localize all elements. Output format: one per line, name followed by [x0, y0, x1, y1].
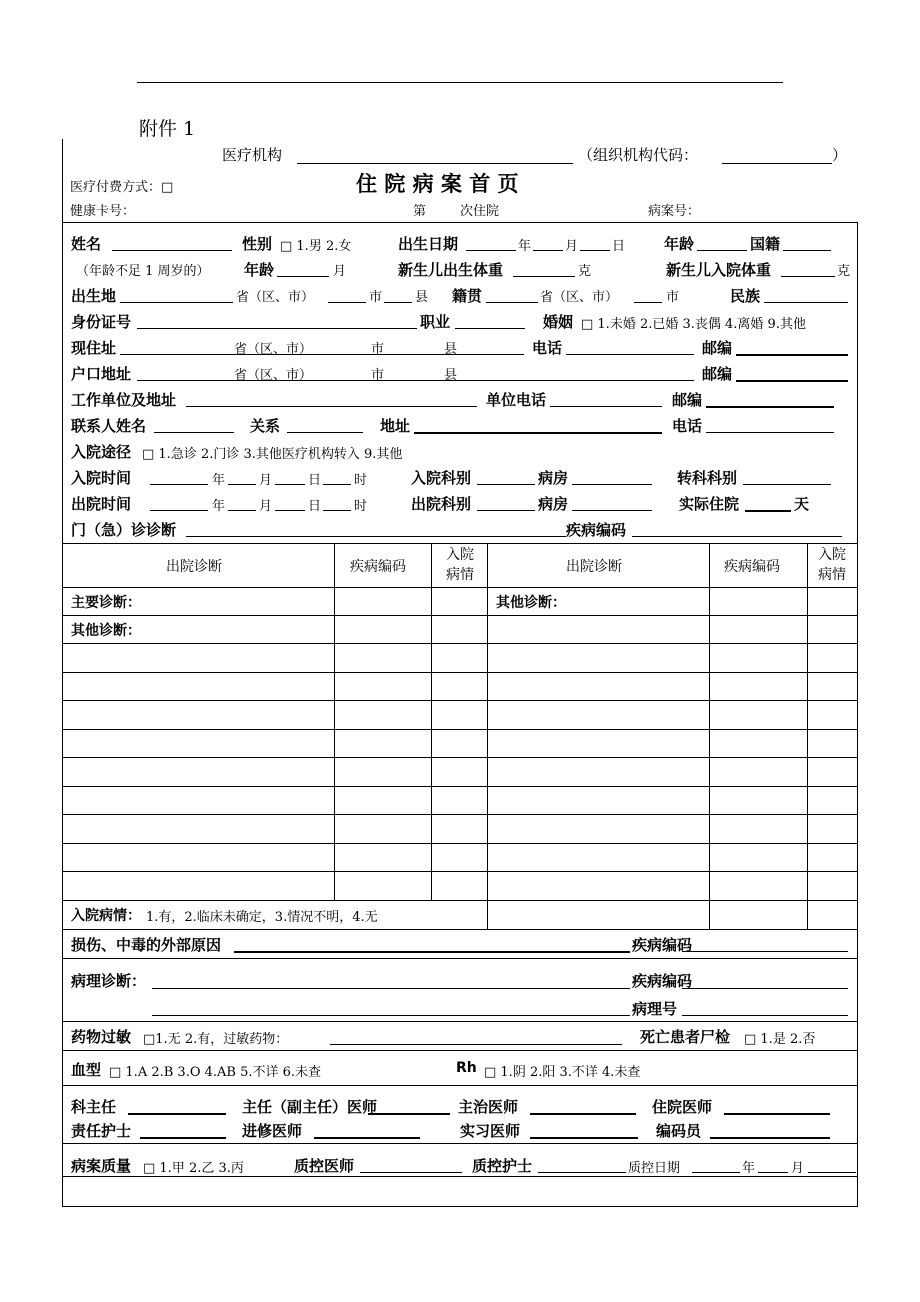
contact-name-field[interactable] — [154, 432, 234, 433]
id-number-label: 身份证号 — [71, 313, 132, 331]
section-rule-1 — [62, 222, 858, 223]
injury-cause-label: 损伤、中毒的外部原因 — [71, 936, 222, 954]
birthplace-province-field[interactable] — [120, 302, 233, 303]
native-province-unit: 省（区、市） — [540, 290, 619, 305]
section-rule — [62, 1176, 858, 1177]
household-province-unit: 省（区、市） — [234, 368, 313, 383]
newborn-birth-weight-unit: 克 — [578, 264, 592, 279]
admit-month-unit: 月 — [259, 473, 273, 488]
org-code-field[interactable] — [722, 163, 832, 164]
birthplace-province-unit: 省（区、市） — [236, 290, 315, 305]
contact-phone-field[interactable] — [706, 432, 834, 433]
ethnicity-field[interactable] — [764, 302, 848, 303]
infant-age-label: 年龄 — [244, 261, 275, 279]
admission-route-options[interactable]: □ 1.急诊 2.门诊 3.其他医疗机构转入 9.其他 — [142, 447, 403, 462]
phone-label: 电话 — [532, 339, 563, 357]
case-no-label: 病案号： — [648, 204, 701, 219]
native-city-unit: 市 — [666, 290, 680, 305]
pathology-no-label: 病理号 — [632, 1000, 678, 1018]
actual-stay-unit: 天 — [794, 495, 810, 513]
injury-cause-field[interactable] — [234, 951, 630, 953]
actual-stay-field[interactable] — [745, 510, 791, 512]
current-address-field[interactable] — [120, 354, 524, 355]
birthplace-city-field[interactable] — [328, 302, 366, 303]
admit-day-field[interactable] — [275, 484, 305, 485]
phone-field[interactable] — [566, 354, 694, 355]
table-row-rule — [62, 643, 858, 644]
pathology-field[interactable] — [152, 988, 630, 989]
table-row-rule — [62, 786, 858, 787]
postcode3-label: 邮编 — [672, 391, 703, 409]
table-header-rule — [62, 587, 858, 588]
contact-address-label: 地址 — [380, 417, 411, 435]
outpatient-code-field[interactable] — [632, 536, 842, 537]
birth-month-field[interactable] — [533, 250, 563, 251]
name-field[interactable] — [112, 250, 232, 251]
work-phone-label: 单位电话 — [486, 391, 547, 409]
condition-note: 1.有，2.临床未确定，3.情况不明，4.无 — [146, 910, 378, 925]
coder-label: 编码员 — [656, 1122, 702, 1140]
qc-date-label: 质控日期 — [628, 1161, 681, 1176]
discharge-time-label: 出院时间 — [71, 495, 132, 513]
top-rule — [137, 82, 783, 83]
admit-dept-label: 入院科别 — [411, 469, 472, 487]
quality-options[interactable]: □ 1.甲 2.乙 3.丙 — [143, 1161, 244, 1176]
drug-allergy-label: 药物过敏 — [71, 1028, 132, 1046]
postcode2-label: 邮编 — [702, 365, 733, 383]
org-code-label: （组织机构代码： — [578, 146, 699, 164]
current-address-label: 现住址 — [71, 339, 117, 357]
postcode2-field[interactable] — [736, 380, 848, 382]
name-label: 姓名 — [71, 235, 102, 253]
postcode-field[interactable] — [736, 354, 848, 356]
qc-month-field[interactable] — [758, 1172, 788, 1173]
age-field[interactable] — [697, 250, 747, 251]
nationality-field[interactable] — [783, 250, 831, 251]
attending-label: 主治医师 — [458, 1098, 519, 1116]
pathology-no-field[interactable] — [682, 1015, 848, 1016]
gender-label: 性别 — [242, 235, 273, 253]
contact-phone-label: 电话 — [672, 417, 703, 435]
marriage-label: 婚姻 — [543, 313, 574, 331]
native-city-field[interactable] — [634, 302, 662, 303]
pathology-field-line2[interactable] — [152, 1015, 630, 1016]
contact-name-label: 联系人姓名 — [71, 417, 147, 435]
qc-nurse-label: 质控护士 — [472, 1157, 533, 1175]
qc-nurse-field[interactable] — [538, 1172, 626, 1173]
qc-year-field[interactable] — [692, 1172, 740, 1173]
chief-physician-field[interactable] — [368, 1113, 450, 1115]
discharge-hour-unit: 时 — [354, 499, 368, 514]
table-col-rule — [334, 543, 335, 900]
discharge-dept-label: 出院科别 — [411, 495, 472, 513]
table-top-rule — [62, 543, 858, 544]
table-col-rule — [431, 543, 432, 900]
health-card-label: 健康卡号： — [70, 204, 136, 219]
injury-code-field[interactable] — [682, 951, 848, 952]
admit-year-field[interactable] — [150, 484, 208, 485]
qc-physician-field[interactable] — [360, 1172, 462, 1173]
birth-date-label: 出生日期 — [398, 235, 459, 253]
table-row-rule — [62, 871, 858, 872]
col-code-header-right: 疾病编码 — [724, 559, 780, 575]
discharge-day-unit: 日 — [308, 499, 322, 514]
institution-label: 医疗机构 — [222, 146, 283, 164]
admission-count-prefix: 第 — [413, 204, 427, 219]
attending-field[interactable] — [530, 1113, 636, 1115]
admit-ward-field[interactable] — [572, 484, 652, 485]
newborn-birth-weight-label: 新生儿出生体重 — [398, 261, 504, 279]
table-bottom-rule — [62, 929, 858, 930]
native-province-field[interactable] — [486, 302, 538, 303]
newborn-admit-weight-unit: 克 — [837, 264, 851, 279]
trainee-label: 进修医师 — [242, 1122, 303, 1140]
birth-year-unit: 年 — [518, 239, 532, 254]
ethnicity-label: 民族 — [730, 287, 761, 305]
admit-ward-label: 病房 — [538, 469, 569, 487]
col-condition-header: 入院病情 — [446, 547, 474, 583]
chief-physician-label: 主任（副主任）医师 — [242, 1098, 378, 1116]
table-row-rule — [62, 672, 858, 673]
resident-field[interactable] — [724, 1113, 830, 1115]
table-col-rule — [487, 543, 488, 929]
admission-count-suffix: 次住院 — [460, 204, 500, 219]
household-county-unit: 县 — [444, 368, 458, 383]
page-title: 住 院 病 案 首 页 — [356, 171, 519, 196]
trainee-field[interactable] — [314, 1137, 420, 1139]
discharge-hour-field[interactable] — [323, 510, 351, 511]
household-address-label: 户口地址 — [71, 365, 132, 383]
section-rule — [62, 1143, 858, 1144]
admit-day-unit: 日 — [308, 473, 322, 488]
rh-label: Rh — [456, 1060, 477, 1076]
col-diagnosis-header-right: 出院诊断 — [566, 559, 622, 575]
intern-field[interactable] — [530, 1137, 638, 1139]
pathology-code-field[interactable] — [682, 988, 848, 989]
birthplace-label: 出生地 — [71, 287, 117, 305]
pathology-label: 病理诊断： — [71, 972, 147, 990]
autopsy-options[interactable]: □ 1.是 2.否 — [744, 1032, 816, 1047]
transfer-dept-field[interactable] — [743, 484, 831, 485]
form-left-border — [62, 139, 63, 1207]
blood-type-label: 血型 — [71, 1061, 102, 1079]
household-address-field[interactable] — [137, 380, 694, 381]
rh-options[interactable]: □ 1.阴 2.阳 3.不详 4.未查 — [484, 1065, 641, 1080]
admit-hour-field[interactable] — [323, 484, 351, 485]
table-row-rule — [62, 814, 858, 815]
col-condition-header-right: 入院病情 — [818, 547, 846, 583]
postcode3-field[interactable] — [706, 406, 834, 408]
workplace-label: 工作单位及地址 — [71, 391, 177, 409]
newborn-admit-weight-field[interactable] — [781, 276, 835, 277]
outpatient-diag-field[interactable] — [186, 536, 566, 537]
birth-day-field[interactable] — [580, 250, 610, 251]
table-row-rule — [62, 843, 858, 844]
postcode-label: 邮编 — [702, 339, 733, 357]
current-province-unit: 省（区、市） — [234, 342, 313, 357]
workplace-field[interactable] — [186, 406, 477, 407]
qc-month-unit: 月 — [791, 1161, 805, 1176]
household-city-unit: 市 — [371, 368, 385, 383]
pathology-code-label: 疾病编码 — [632, 972, 693, 990]
table-row-rule — [62, 729, 858, 730]
nationality-label: 国籍 — [750, 235, 781, 253]
birth-month-unit: 月 — [565, 239, 579, 254]
dept-director-label: 科主任 — [71, 1098, 117, 1116]
discharge-year-field[interactable] — [150, 510, 208, 511]
form-bottom-rule — [62, 1206, 858, 1207]
autopsy-label: 死亡患者尸检 — [640, 1028, 731, 1046]
blood-type-options[interactable]: □ 1.A 2.B 3.O 4.AB 5.不详 6.未查 — [109, 1065, 322, 1080]
nurse-field[interactable] — [140, 1137, 226, 1139]
transfer-dept-label: 转科科别 — [677, 469, 738, 487]
infant-note: （年龄不足 1 周岁的） — [76, 264, 210, 279]
marriage-options[interactable]: □ 1.未婚 2.已婚 3.丧偶 4.离婚 9.其他 — [581, 317, 806, 332]
birth-day-unit: 日 — [612, 239, 626, 254]
table-row-rule — [62, 757, 858, 758]
other-diagnosis-label: 其他诊断： — [71, 623, 141, 639]
condition-note-label: 入院病情： — [71, 908, 141, 924]
discharge-ward-label: 病房 — [538, 495, 569, 513]
institution-field[interactable] — [297, 163, 573, 164]
infant-age-unit: 月 — [333, 264, 347, 279]
age-label: 年龄 — [664, 235, 695, 253]
form-right-border — [857, 222, 858, 1207]
relation-field[interactable] — [287, 432, 363, 433]
injury-code-label: 疾病编码 — [632, 936, 693, 954]
discharge-month-unit: 月 — [259, 499, 273, 514]
occupation-label: 职业 — [420, 313, 451, 331]
nurse-label: 责任护士 — [71, 1122, 132, 1140]
admit-time-label: 入院时间 — [71, 469, 132, 487]
birthplace-city-unit: 市 — [369, 290, 383, 305]
qc-day-field[interactable] — [808, 1172, 856, 1173]
quality-label: 病案质量 — [71, 1157, 132, 1175]
col-diagnosis-header: 出院诊断 — [166, 559, 222, 575]
admit-year-unit: 年 — [212, 473, 226, 488]
occupation-field[interactable] — [455, 328, 525, 329]
outpatient-diag-label: 门（急）诊诊断 — [71, 521, 177, 539]
contact-address-field[interactable] — [414, 432, 662, 434]
section-rule — [62, 1050, 858, 1051]
admit-hour-unit: 时 — [354, 473, 368, 488]
annex-label: 附件 1 — [139, 118, 196, 140]
drug-allergy-options[interactable]: □1.无 2.有，过敏药物： — [143, 1032, 289, 1047]
coder-field[interactable] — [710, 1137, 830, 1139]
birth-year-field[interactable] — [466, 250, 516, 251]
intern-label: 实习医师 — [460, 1122, 521, 1140]
qc-year-unit: 年 — [742, 1161, 756, 1176]
newborn-admit-weight-label: 新生儿入院体重 — [666, 261, 772, 279]
admission-route-label: 入院途径 — [71, 443, 132, 461]
dept-director-field[interactable] — [128, 1113, 226, 1115]
discharge-month-field[interactable] — [228, 510, 256, 511]
discharge-dept-field[interactable] — [477, 510, 535, 511]
birthplace-county-unit: 县 — [415, 290, 429, 305]
main-diagnosis-label: 主要诊断： — [71, 595, 141, 611]
qc-physician-label: 质控医师 — [294, 1157, 355, 1175]
gender-options[interactable]: □ 1.男 2.女 — [280, 239, 352, 254]
table-row-rule — [62, 615, 858, 616]
newborn-birth-weight-field[interactable] — [513, 276, 575, 277]
discharge-ward-field[interactable] — [572, 510, 652, 511]
payment-label: 医疗付费方式：□ — [70, 180, 174, 195]
actual-stay-label: 实际住院 — [679, 495, 740, 513]
col-code-header: 疾病编码 — [350, 559, 406, 575]
native-place-label: 籍贯 — [452, 287, 483, 305]
table-col-rule — [807, 543, 808, 929]
table-row-rule — [62, 900, 858, 901]
relation-label: 关系 — [250, 417, 281, 435]
admit-month-field[interactable] — [228, 484, 256, 485]
section-rule — [62, 1021, 858, 1022]
discharge-year-unit: 年 — [212, 499, 226, 514]
allergy-drug-field[interactable] — [330, 1044, 622, 1045]
current-county-unit: 县 — [444, 342, 458, 357]
current-city-unit: 市 — [371, 342, 385, 357]
other-diagnosis-label-right: 其他诊断： — [496, 595, 566, 611]
work-phone-field[interactable] — [550, 406, 662, 407]
discharge-day-field[interactable] — [275, 510, 305, 511]
table-row-rule — [62, 700, 858, 701]
section-rule — [62, 1085, 858, 1086]
resident-label: 住院医师 — [652, 1098, 713, 1116]
section-rule — [62, 958, 858, 959]
outpatient-code-label: 疾病编码 — [566, 521, 627, 539]
org-code-close: ） — [832, 146, 848, 164]
birthplace-county-field[interactable] — [384, 302, 412, 303]
id-number-field[interactable] — [137, 328, 417, 329]
admit-dept-field[interactable] — [477, 484, 535, 485]
infant-age-field[interactable] — [277, 276, 329, 277]
table-col-rule — [709, 543, 710, 929]
